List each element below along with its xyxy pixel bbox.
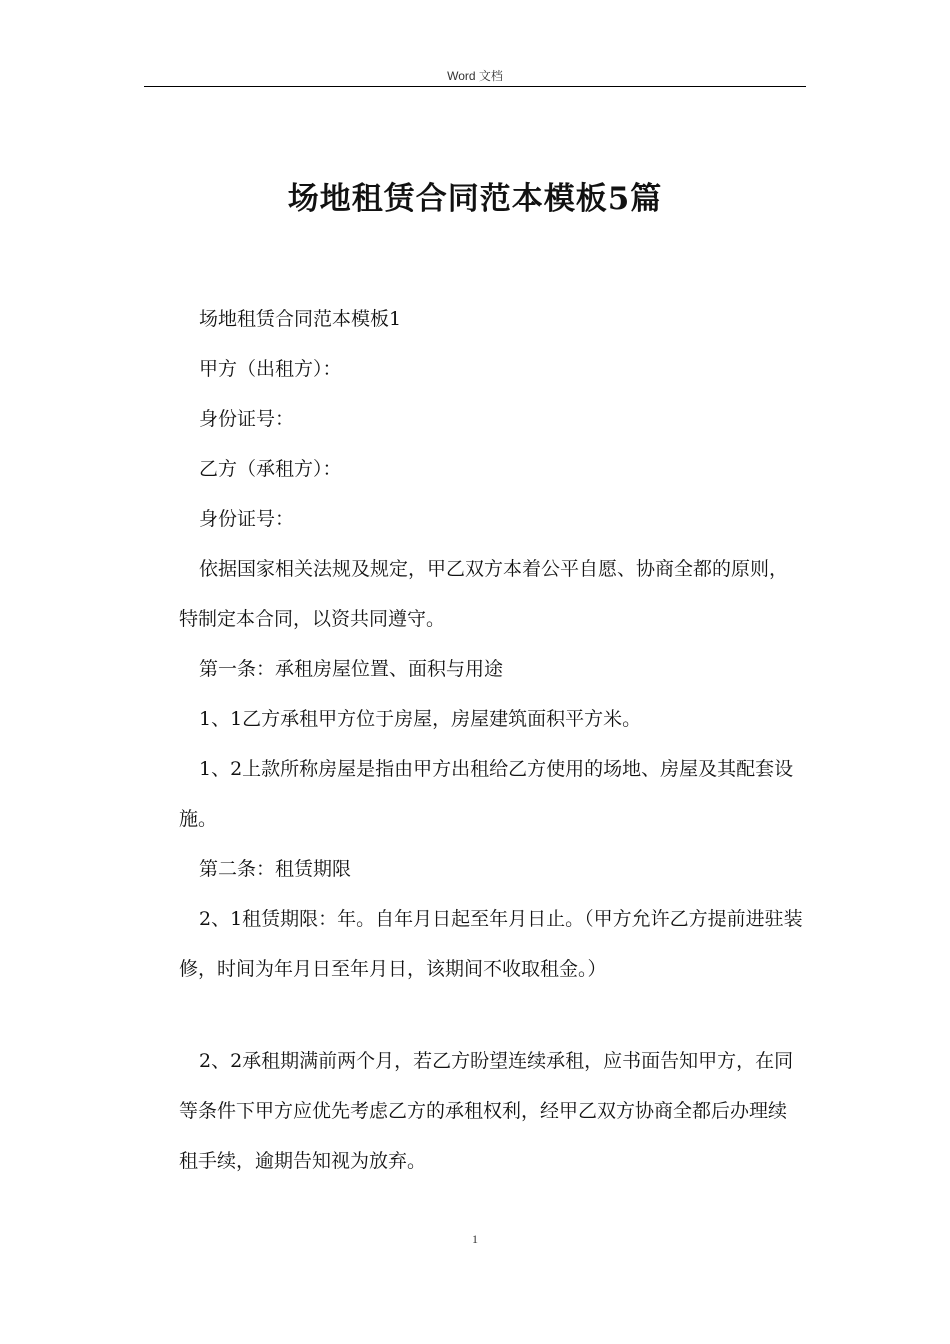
paragraph-clause-1-1: 1、1乙方承租甲方位于房屋，房屋建筑面积平方米。	[199, 708, 642, 730]
paragraph-template-heading: 场地租赁合同范本模板1	[199, 308, 402, 330]
paragraph-party-a-id: 身份证号：	[199, 408, 295, 430]
paragraph-party-b: 乙方（承租方）：	[199, 458, 342, 480]
paragraph-clause-2-2: 2、2承租期满前两个月，若乙方盼望连续承租，应书面告知甲方，在同等条件下甲方应优先考虑乙方的承租权利，经甲乙双方协商全都后办理续租手续，逾期告知视为放弃。	[179, 1050, 794, 1172]
document-title: 场地租赁合同范本模板5篇	[287, 180, 663, 217]
paragraph-article-1-heading: 第一条：承租房屋位置、面积与用途	[199, 658, 504, 680]
paragraph-clause-1-2: 1、2上款所称房屋是指由甲方出租给乙方使用的场地、房屋及其配套设施。	[179, 758, 794, 830]
page-number: 1	[472, 1232, 478, 1246]
paragraph-clause-2-1: 2、1租赁期限：年。自年月日起至年月日止。（甲方允许乙方提前进驻装修，时间为年月日至年月日，该期间不收取租金。）	[179, 908, 803, 980]
paragraph-party-a: 甲方（出租方）：	[199, 358, 342, 380]
header-divider	[144, 86, 806, 87]
header-label: Word 文档	[447, 69, 503, 83]
paragraph-preamble: 依据国家相关法规及规定，甲乙双方本着公平自愿、协商全都的原则，特制定本合同，以资共同遵守。	[179, 558, 789, 630]
document-body	[179, 294, 804, 1186]
paragraph-article-2-heading: 第二条：租赁期限	[199, 858, 352, 880]
paragraph-party-b-id: 身份证号：	[199, 508, 295, 530]
